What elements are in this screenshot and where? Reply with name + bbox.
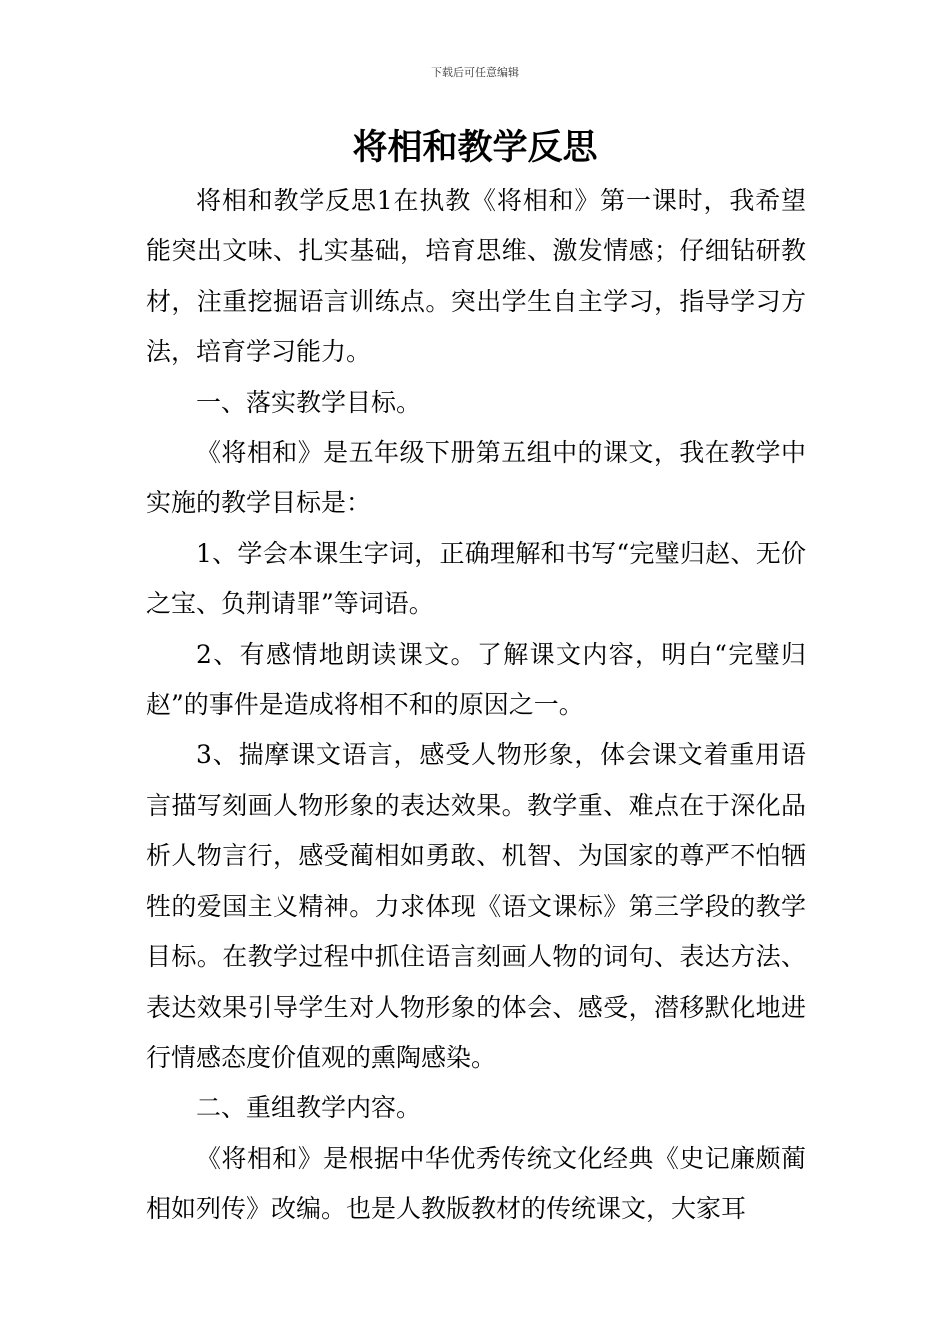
paragraph-text-overview: 《将相和》是五年级下册第五组中的课文，我在教学中实施的教学目标是：	[146, 438, 806, 518]
goal-item-2: 2、有感情地朗读课文。了解课文内容，明白“完璧归赵”的事件是造成将相不和的原因之一。	[146, 639, 806, 720]
goal-item-3: 3、揣摩课文语言，感受人物形象，体会课文着重用语言描写刻画人物形象的表达效果。教学重、难点在于深化品析人物言行，感受蔺相如勇敢、机智、为国家的尊严不怕牺牲的爱国主义精神。力求体现《语文课标》第三学段的教学目标。在教学过程中抓住语言刻画人物的词句、表达方法、表达效果引导学生对人物形象的体会、感受，潜移默化地进行情感态度价值观的熏陶感染。	[146, 740, 806, 1072]
page-header-note: 下载后可任意编辑	[431, 66, 519, 79]
document-title: 将相和教学反思	[352, 128, 598, 168]
section-heading-1: 一、落实教学目标。	[196, 387, 422, 417]
document-body	[146, 176, 806, 1235]
goal-item-1: 1、学会本课生字词，正确理解和书写“完璧归赵、无价之宝、负荆请罪”等词语。	[146, 538, 806, 619]
paragraph-text-source: 《将相和》是根据中华优秀传统文化经典《史记廉颇蔺相如列传》改编。也是人教版教材的传统课文，大家耳	[146, 1143, 806, 1224]
paragraph-intro: 将相和教学反思1在执教《将相和》第一课时，我希望能突出文味、扎实基础，培育思维、激发情感；仔细钻研教材，注重挖掘语言训练点。突出学生自主学习，指导学习方法，培育学习能力。	[146, 186, 806, 367]
section-heading-2: 二、重组教学内容。	[196, 1093, 422, 1123]
